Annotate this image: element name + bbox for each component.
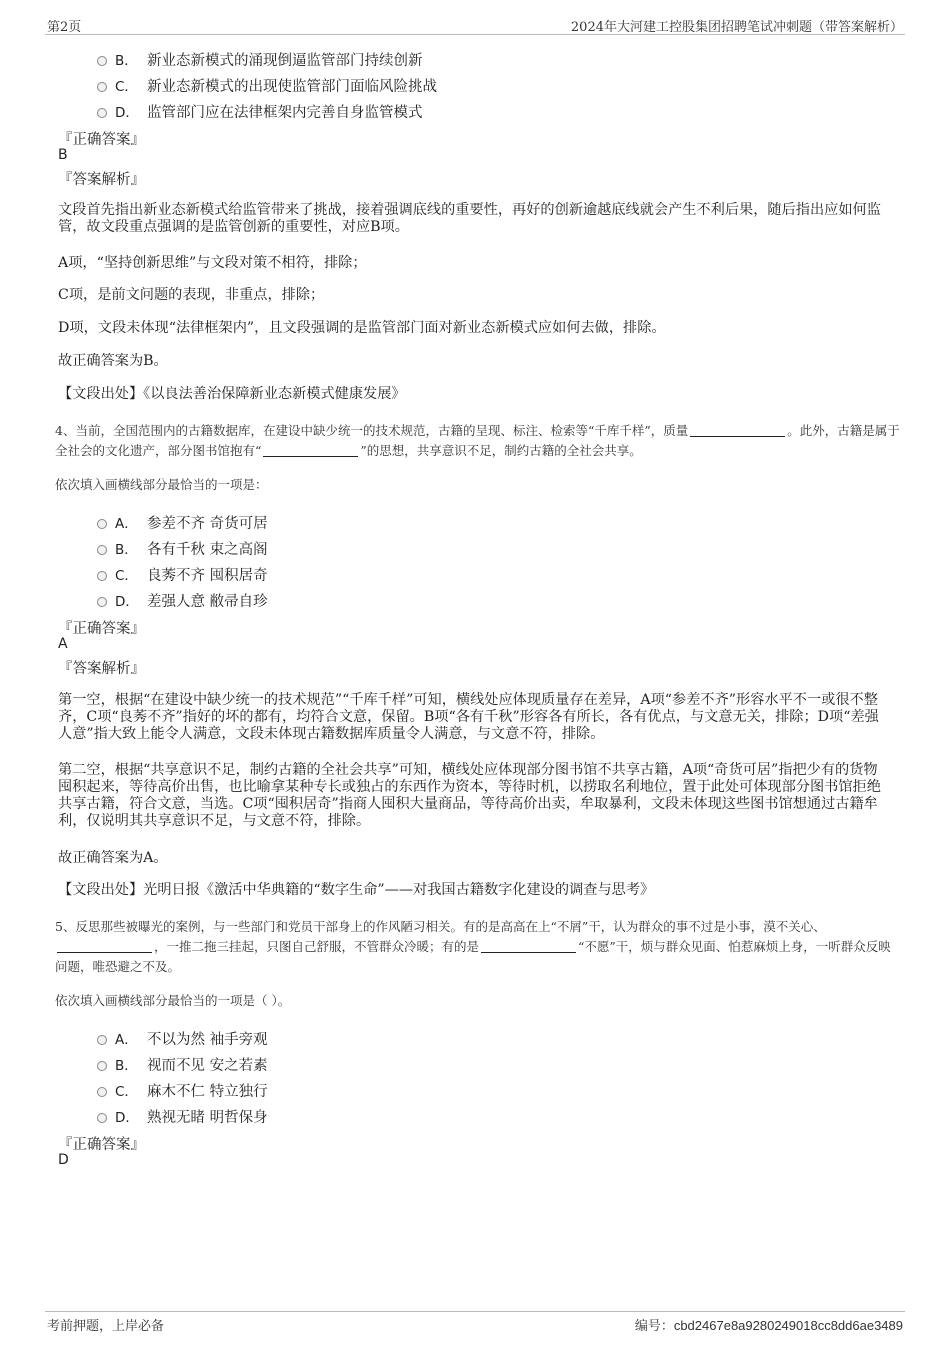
option-letter: D． — [115, 105, 139, 121]
q3-correct-answer-label: 『正确答案』 — [58, 132, 145, 148]
q5-stem — [55, 917, 900, 977]
q3-analysis-label: 『答案解析』 — [58, 172, 145, 188]
code-value: cbd2467e8a9280249018cc8dd6ae3489 — [673, 1318, 903, 1333]
q3-analysis-para-2: A项，“坚持创新思维”与文段对策不相符，排除； — [58, 255, 367, 271]
code-label: 编号： — [634, 1319, 674, 1334]
option-text: 良莠不齐 囤积居奇 — [147, 568, 268, 584]
q5-blank-2 — [481, 940, 576, 953]
q5-option-b[interactable] — [97, 1054, 268, 1074]
q3-option-b[interactable] — [97, 49, 423, 69]
q4-option-c[interactable] — [97, 564, 268, 584]
page-footer — [45, 1311, 905, 1338]
q4-correct-answer-label: 『正确答案』 — [58, 621, 145, 637]
radio-icon[interactable] — [97, 571, 107, 581]
q4-analysis-label: 『答案解析』 — [58, 661, 145, 677]
q4-stem-part-3: ”的思想，共享意识不足，制约古籍的全社会共享。 — [360, 443, 642, 458]
q4-option-b[interactable] — [97, 538, 268, 558]
radio-icon[interactable] — [97, 82, 107, 92]
q4-answer: A — [58, 636, 68, 652]
q5-correct-answer-label: 『正确答案』 — [58, 1137, 145, 1153]
radio-icon[interactable] — [97, 1035, 107, 1045]
q5-stem-part-3: “不愿”干，烦与群众见面、怕惹麻烦上身，一听群众反映问题，唯恐避之不及。 — [55, 939, 891, 974]
radio-icon[interactable] — [97, 1113, 107, 1123]
q3-option-d[interactable] — [97, 101, 423, 121]
q3-analysis-para-4: D项，文段未体现“法律框架内”，且文段强调的是监管部门面对新业态新模式应如何去做，排除。 — [58, 320, 666, 336]
q4-stem-part-2: 。此外，古籍是属于全社会的文化遗产，部分图书馆抱有“ — [55, 423, 900, 458]
option-letter: C． — [115, 79, 138, 95]
q4-blank-2 — [263, 444, 358, 457]
option-letter: B． — [115, 1058, 138, 1074]
radio-icon[interactable] — [97, 1061, 107, 1071]
option-text: 各有千秋 束之高阁 — [147, 542, 268, 558]
option-text: 监管部门应在法律框架内完善自身监管模式 — [147, 105, 423, 121]
option-letter: D． — [115, 1110, 139, 1126]
radio-icon[interactable] — [97, 519, 107, 529]
q4-option-d[interactable] — [97, 590, 268, 610]
q3-analysis-para-1: 文段首先指出新业态新模式给监管带来了挑战，接着强调底线的重要性，再好的创新逾越底线就会产生不利后果，随后指出应如何监管，故文段重点强调的是监管创新的重要性，对应B项。 — [58, 202, 881, 235]
q4-analysis-para-1: 第一空，根据“在建设中缺少统一的技术规范”“千库千样”可知，横线处应体现质量存在差异，A项“参差不齐”形容水平不一或很不整齐，C项“良莠不齐”指好的坏的都有，均符合文意，保留。B项“各有千秋”形容各有所长，各有优点，与文意无关，排除；D项“差强人意”指大致上能令人满意，文段未体现古籍数据库质量令人满意，与文意不符，排除。 — [58, 692, 879, 742]
radio-icon[interactable] — [97, 545, 107, 555]
q4-analysis-para-2: 第二空，根据“共享意识不足，制约古籍的全社会共享”可知，横线处应体现部分图书馆不共享古籍，A项“奇货可居”指把少有的货物囤积起来，等待高价出售，也比喻拿某种专长或独占的东西作为资本，等待时机，以捞取名利地位，置于此处可体现部分图书馆拒绝共享古籍，符合文意，当选。C项“囤积居奇”指商人囤积大量商品，等待高价出卖，牟取暴利，文段未体现这些图书馆想通过古籍牟利，仅说明其共享意识不足，与文意不符，排除。 — [58, 762, 881, 829]
q3-source: 【文段出处】《以良法善治保障新业态新模式健康发展》 — [58, 386, 406, 402]
q3-analysis-para-5: 故正确答案为B。 — [58, 353, 168, 369]
q4-instruction: 依次填入画横线部分最恰当的一项是： — [55, 477, 268, 492]
option-text: 新业态新模式的涌现倒逼监管部门持续创新 — [147, 53, 423, 69]
q5-blank-1 — [57, 940, 152, 953]
option-letter: C． — [115, 568, 138, 584]
page-number: 第2页 — [47, 20, 82, 35]
document-title: 2024年大河建工控股集团招聘笔试冲刺题（带答案解析） — [570, 20, 903, 35]
q4-option-a[interactable] — [97, 512, 268, 532]
q5-instruction: 依次填入画横线部分最恰当的一项是（ ）。 — [55, 993, 291, 1008]
radio-icon[interactable] — [97, 597, 107, 607]
q5-answer: D — [58, 1152, 69, 1168]
q3-option-c[interactable] — [97, 75, 437, 95]
footer-slogan: 考前押题，上岸必备 — [47, 1319, 165, 1334]
radio-icon[interactable] — [97, 108, 107, 118]
option-text: 参差不齐 奇货可居 — [147, 516, 268, 532]
option-letter: B． — [115, 542, 138, 558]
option-letter: C． — [115, 1084, 138, 1100]
q4-stem-part-1: 4、当前，全国范围内的古籍数据库，在建设中缺少统一的技术规范，古籍的呈现、标注、检索等“千库千样”，质量 — [55, 423, 689, 438]
page-header — [45, 14, 905, 35]
q3-answer: B — [58, 147, 68, 163]
q5-option-c[interactable] — [97, 1080, 268, 1100]
option-text: 不以为然 袖手旁观 — [147, 1032, 268, 1048]
q4-blank-1 — [690, 424, 785, 437]
option-text: 熟视无睹 明哲保身 — [147, 1110, 268, 1126]
option-text: 视而不见 安之若素 — [147, 1058, 268, 1074]
option-text: 差强人意 敝帚自珍 — [147, 594, 268, 610]
q5-stem-part-2: ，一推二拖三挂起，只图自己舒服，不管群众冷暖；有的是 — [154, 939, 480, 954]
q5-option-a[interactable] — [97, 1028, 268, 1048]
option-text: 麻木不仁 特立独行 — [147, 1084, 268, 1100]
q4-source: 【文段出处】光明日报《激活中华典籍的“数字生命”——对我国古籍数字化建设的调查与思考》 — [58, 882, 655, 898]
option-letter: D． — [115, 594, 139, 610]
option-letter: A． — [115, 1032, 138, 1048]
radio-icon[interactable] — [97, 1087, 107, 1097]
q5-option-d[interactable] — [97, 1106, 268, 1126]
option-text: 新业态新模式的出现使监管部门面临风险挑战 — [147, 79, 437, 95]
q5-stem-part-1: 5、反思那些被曝光的案例，与一些部门和党员干部身上的作风陋习相关。有的是高高在上“不屑”干，认为群众的事不过是小事，漠不关心、 — [55, 919, 826, 934]
q4-stem — [55, 421, 900, 461]
radio-icon[interactable] — [97, 56, 107, 66]
q4-analysis-para-3: 故正确答案为A。 — [58, 850, 168, 866]
option-letter: A． — [115, 516, 138, 532]
document-code — [635, 1315, 903, 1334]
q3-analysis-para-3: C项，是前文问题的表现，非重点，排除； — [58, 287, 325, 303]
option-letter: B． — [115, 53, 138, 69]
